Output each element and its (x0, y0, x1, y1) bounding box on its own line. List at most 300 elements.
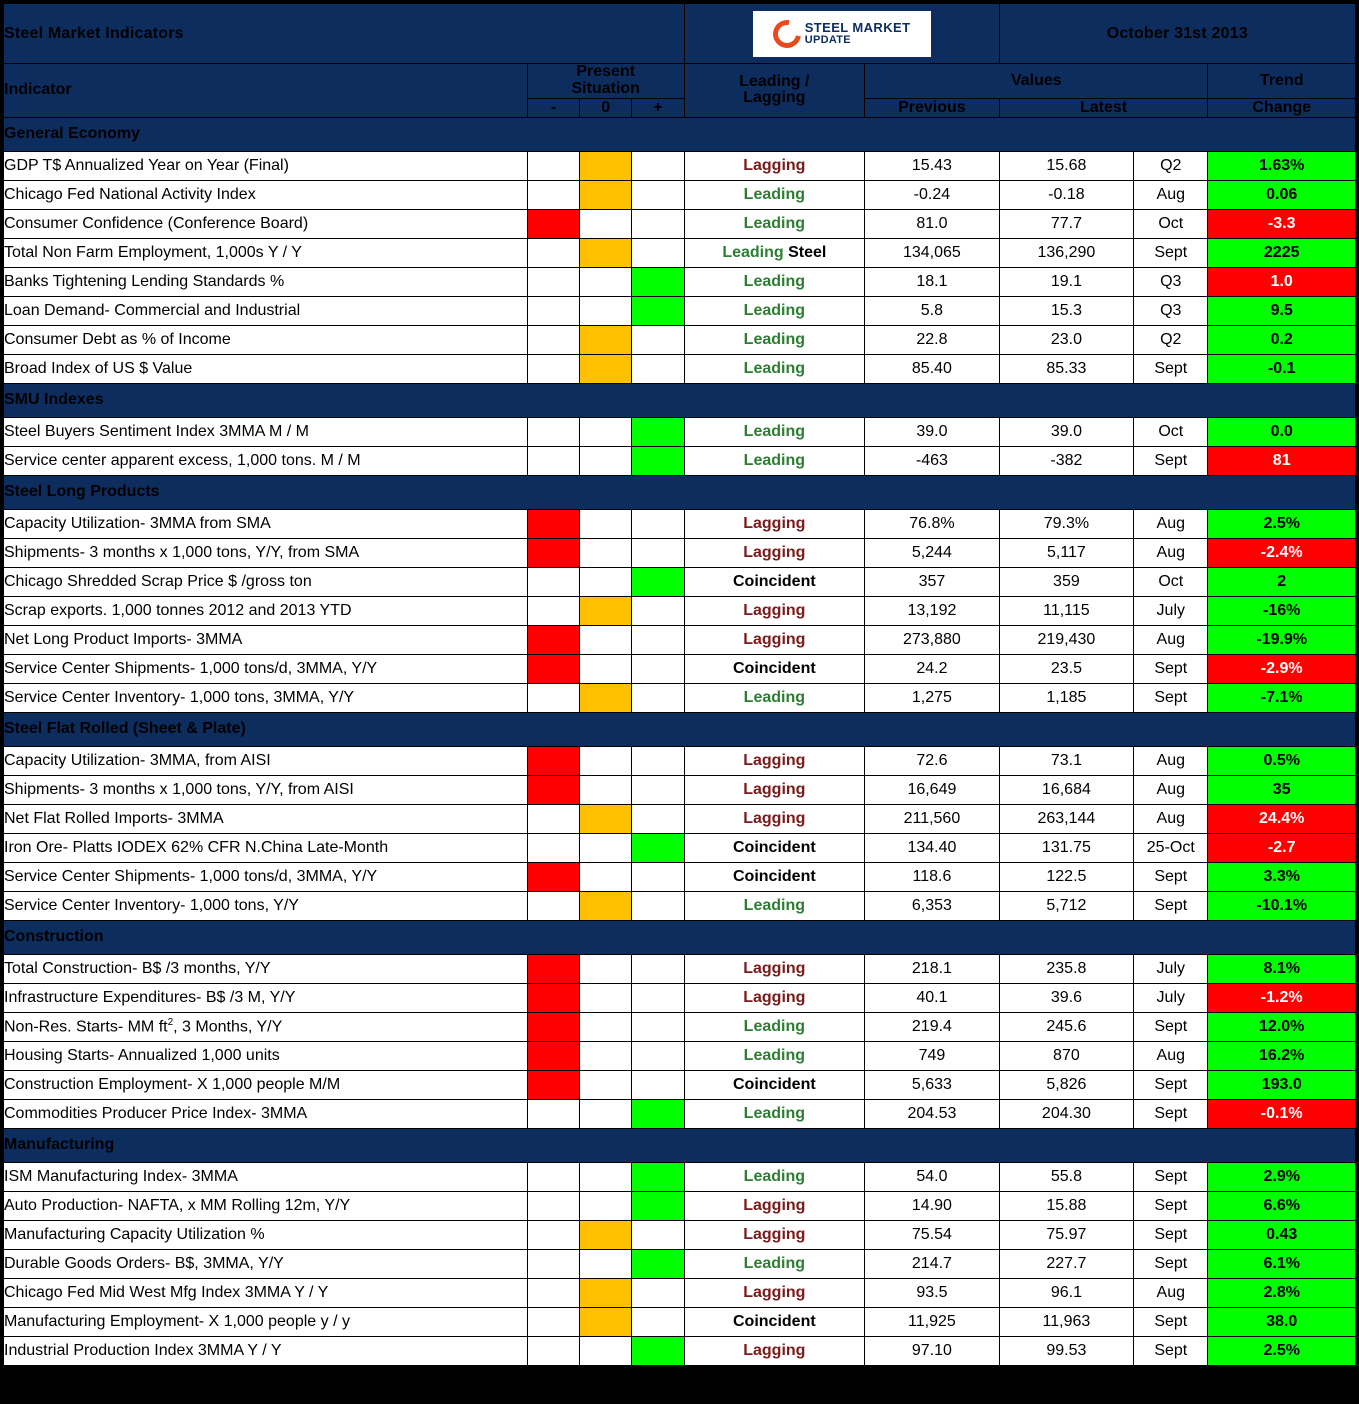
situation-cell-amber (580, 954, 632, 983)
leading-lagging-cell: Lagging (684, 1336, 865, 1365)
period-label: Aug (1134, 538, 1208, 567)
indicator-name: GDP T$ Annualized Year on Year (Final) (4, 151, 528, 180)
period-label: Oct (1134, 417, 1208, 446)
previous-value: 75.54 (865, 1220, 999, 1249)
previous-value: 218.1 (865, 954, 999, 983)
previous-value: 76.8% (865, 509, 999, 538)
indicator-name: Steel Buyers Sentiment Index 3MMA M / M (4, 417, 528, 446)
report-date: October 31st 2013 (999, 4, 1355, 64)
situation-cell-green (632, 1070, 684, 1099)
leading-lagging-cell: Leading (684, 1099, 865, 1128)
situation-cell-green (632, 267, 684, 296)
present-situation-line1: Present (576, 63, 636, 80)
col-header-zero: 0 (580, 98, 632, 117)
situation-cell-green (632, 325, 684, 354)
latest-value: 227.7 (999, 1249, 1133, 1278)
change-value: -7.1% (1208, 683, 1356, 712)
leading-lagging-cell: Leading (684, 267, 865, 296)
situation-cell-red (527, 654, 579, 683)
period-label: Sept (1134, 891, 1208, 920)
situation-cell-green (632, 296, 684, 325)
change-value: 193.0 (1208, 1070, 1356, 1099)
latest-value: 85.33 (999, 354, 1133, 383)
leading-lagging-cell: Lagging (684, 804, 865, 833)
change-value: -2.4% (1208, 538, 1356, 567)
situation-cell-red (527, 746, 579, 775)
latest-value: 131.75 (999, 833, 1133, 862)
situation-cell-red (527, 1070, 579, 1099)
latest-value: -0.18 (999, 180, 1133, 209)
situation-cell-amber (580, 1336, 632, 1365)
leading-lagging-cell: Leading Steel (684, 238, 865, 267)
table-row (4, 625, 1356, 654)
situation-cell-amber (580, 596, 632, 625)
situation-cell-green (632, 567, 684, 596)
situation-cell-red (527, 625, 579, 654)
indicators-table (3, 3, 1356, 1366)
period-label: Aug (1134, 804, 1208, 833)
situation-cell-green (632, 983, 684, 1012)
indicator-name: Manufacturing Employment- X 1,000 people y / y (4, 1307, 528, 1336)
table-row (4, 654, 1356, 683)
situation-cell-red (527, 1220, 579, 1249)
latest-value: 15.68 (999, 151, 1133, 180)
table-row (4, 683, 1356, 712)
leading-lagging-cell: Leading (684, 1162, 865, 1191)
leading-lagging-cell: Coincident (684, 833, 865, 862)
indicator-name: Commodities Producer Price Index- 3MMA (4, 1099, 528, 1128)
situation-cell-green (632, 151, 684, 180)
indicator-name: Shipments- 3 months x 1,000 tons, Y/Y, from SMA (4, 538, 528, 567)
title-row (4, 4, 1356, 64)
leading-lagging-line2: Lagging (743, 89, 806, 107)
change-value: 35 (1208, 775, 1356, 804)
latest-value: 219,430 (999, 625, 1133, 654)
latest-value: 136,290 (999, 238, 1133, 267)
section-title: Manufacturing (4, 1128, 1356, 1162)
leading-lagging-cell: Lagging (684, 1191, 865, 1220)
situation-cell-amber (580, 1012, 632, 1041)
leading-lagging-cell: Leading (684, 325, 865, 354)
situation-cell-red (527, 509, 579, 538)
indicator-name: Iron Ore- Platts IODEX 62% CFR N.China Late-Month (4, 833, 528, 862)
header-row-primary (4, 64, 1356, 99)
table-row (4, 1336, 1356, 1365)
situation-cell-amber (580, 417, 632, 446)
col-header-values: Values (865, 64, 1208, 99)
period-label: July (1134, 596, 1208, 625)
period-label: Sept (1134, 354, 1208, 383)
indicator-name: Service Center Inventory- 1,000 tons, 3MMA, Y/Y (4, 683, 528, 712)
table-row (4, 833, 1356, 862)
previous-value: 14.90 (865, 1191, 999, 1220)
period-label: Oct (1134, 209, 1208, 238)
situation-cell-red (527, 1278, 579, 1307)
change-value: 6.1% (1208, 1249, 1356, 1278)
change-value: -1.2% (1208, 983, 1356, 1012)
table-row (4, 1249, 1356, 1278)
period-label: Sept (1134, 1162, 1208, 1191)
col-header-latest: Latest (999, 98, 1208, 117)
table-row (4, 983, 1356, 1012)
section-header-row (4, 1128, 1356, 1162)
situation-cell-red (527, 1162, 579, 1191)
period-label: Aug (1134, 1278, 1208, 1307)
previous-value: 18.1 (865, 267, 999, 296)
indicator-name: Chicago Shredded Scrap Price $ /gross ton (4, 567, 528, 596)
situation-cell-red (527, 1191, 579, 1220)
situation-cell-amber (580, 296, 632, 325)
leading-lagging-cell: Coincident (684, 862, 865, 891)
situation-cell-green (632, 1191, 684, 1220)
leading-lagging-suffix: Steel (783, 243, 827, 261)
leading-lagging-cell: Leading (684, 354, 865, 383)
leading-lagging-cell: Lagging (684, 625, 865, 654)
section-header-row (4, 475, 1356, 509)
table-row (4, 804, 1356, 833)
latest-value: 23.0 (999, 325, 1133, 354)
situation-cell-amber (580, 1307, 632, 1336)
col-header-change: Change (1208, 98, 1356, 117)
table-row (4, 1278, 1356, 1307)
table-row (4, 354, 1356, 383)
situation-cell-amber (580, 683, 632, 712)
leading-lagging-cell: Lagging (684, 1278, 865, 1307)
period-label: July (1134, 954, 1208, 983)
latest-value: 11,115 (999, 596, 1133, 625)
situation-cell-green (632, 180, 684, 209)
change-value: 1.0 (1208, 267, 1356, 296)
brand-logo (684, 4, 999, 64)
change-value: 2.9% (1208, 1162, 1356, 1191)
table-row (4, 1070, 1356, 1099)
leading-lagging-cell: Lagging (684, 596, 865, 625)
situation-cell-green (632, 833, 684, 862)
leading-lagging-cell: Leading (684, 1249, 865, 1278)
situation-cell-red (527, 596, 579, 625)
change-value: -0.1% (1208, 1099, 1356, 1128)
situation-cell-red (527, 983, 579, 1012)
section-header-row (4, 712, 1356, 746)
previous-value: 15.43 (865, 151, 999, 180)
table-row (4, 954, 1356, 983)
change-value: 38.0 (1208, 1307, 1356, 1336)
period-label: Aug (1134, 625, 1208, 654)
table-row (4, 325, 1356, 354)
period-label: Aug (1134, 509, 1208, 538)
situation-cell-amber (580, 1070, 632, 1099)
previous-value: 134.40 (865, 833, 999, 862)
col-header-leading-lagging (684, 64, 865, 118)
previous-value: 24.2 (865, 654, 999, 683)
change-value: 24.4% (1208, 804, 1356, 833)
change-value: -16% (1208, 596, 1356, 625)
section-header-row (4, 117, 1356, 151)
previous-value: 22.8 (865, 325, 999, 354)
table-row (4, 267, 1356, 296)
situation-cell-green (632, 891, 684, 920)
previous-value: 11,925 (865, 1307, 999, 1336)
table-row (4, 1012, 1356, 1041)
table-row (4, 746, 1356, 775)
previous-value: 6,353 (865, 891, 999, 920)
change-value: 2 (1208, 567, 1356, 596)
situation-cell-green (632, 417, 684, 446)
situation-cell-green (632, 804, 684, 833)
indicator-name: Auto Production- NAFTA, x MM Rolling 12m, Y/Y (4, 1191, 528, 1220)
latest-value: 235.8 (999, 954, 1133, 983)
latest-value: 77.7 (999, 209, 1133, 238)
section-header-row (4, 920, 1356, 954)
situation-cell-green (632, 1041, 684, 1070)
situation-cell-green (632, 1249, 684, 1278)
change-value: 9.5 (1208, 296, 1356, 325)
table-row (4, 1220, 1356, 1249)
leading-lagging-cell: Leading (684, 209, 865, 238)
previous-value: 5,244 (865, 538, 999, 567)
situation-cell-red (527, 538, 579, 567)
section-title: Steel Long Products (4, 475, 1356, 509)
table-row (4, 151, 1356, 180)
latest-value: 79.3% (999, 509, 1133, 538)
situation-cell-green (632, 746, 684, 775)
section-title: Steel Flat Rolled (Sheet & Plate) (4, 712, 1356, 746)
situation-cell-green (632, 1012, 684, 1041)
period-label: Q3 (1134, 267, 1208, 296)
previous-value: 749 (865, 1041, 999, 1070)
latest-value: -382 (999, 446, 1133, 475)
situation-cell-amber (580, 1220, 632, 1249)
situation-cell-amber (580, 891, 632, 920)
situation-cell-green (632, 1307, 684, 1336)
leading-lagging-cell: Coincident (684, 654, 865, 683)
logo-line2: UPDATE (804, 33, 851, 46)
leading-lagging-cell: Leading (684, 1012, 865, 1041)
situation-cell-red (527, 1041, 579, 1070)
leading-lagging-line1: Leading / (739, 72, 810, 90)
change-value: -19.9% (1208, 625, 1356, 654)
situation-cell-green (632, 1099, 684, 1128)
situation-cell-amber (580, 1162, 632, 1191)
table-row (4, 180, 1356, 209)
situation-cell-amber (580, 625, 632, 654)
period-label: Sept (1134, 683, 1208, 712)
situation-cell-red (527, 417, 579, 446)
situation-cell-red (527, 446, 579, 475)
table-row (4, 509, 1356, 538)
latest-value: 16,684 (999, 775, 1133, 804)
previous-value: 204.53 (865, 1099, 999, 1128)
situation-cell-red (527, 296, 579, 325)
change-value: -10.1% (1208, 891, 1356, 920)
period-label: Q2 (1134, 151, 1208, 180)
change-value: -0.1 (1208, 354, 1356, 383)
latest-value: 263,144 (999, 804, 1133, 833)
situation-cell-green (632, 1336, 684, 1365)
indicator-name: Net Long Product Imports- 3MMA (4, 625, 528, 654)
indicator-name: Total Non Farm Employment, 1,000s Y / Y (4, 238, 528, 267)
situation-cell-red (527, 180, 579, 209)
change-value: 2.5% (1208, 509, 1356, 538)
situation-cell-red (527, 954, 579, 983)
situation-cell-red (527, 567, 579, 596)
period-label: Sept (1134, 1070, 1208, 1099)
previous-value: 13,192 (865, 596, 999, 625)
situation-cell-amber (580, 775, 632, 804)
period-label: Oct (1134, 567, 1208, 596)
logo-line1: STEEL MARKET (804, 19, 911, 35)
previous-value: 134,065 (865, 238, 999, 267)
table-row (4, 567, 1356, 596)
indicator-name: Consumer Confidence (Conference Board) (4, 209, 528, 238)
previous-value: 357 (865, 567, 999, 596)
previous-value: 5,633 (865, 1070, 999, 1099)
situation-cell-red (527, 267, 579, 296)
situation-cell-amber (580, 1249, 632, 1278)
situation-cell-green (632, 1278, 684, 1307)
period-label: Aug (1134, 1041, 1208, 1070)
previous-value: 97.10 (865, 1336, 999, 1365)
period-label: Sept (1134, 238, 1208, 267)
leading-lagging-cell: Lagging (684, 746, 865, 775)
situation-cell-red (527, 833, 579, 862)
leading-lagging-cell: Coincident (684, 567, 865, 596)
change-value: 3.3% (1208, 862, 1356, 891)
indicator-name: Service Center Inventory- 1,000 tons, Y/Y (4, 891, 528, 920)
period-label: Aug (1134, 746, 1208, 775)
situation-cell-green (632, 238, 684, 267)
latest-value: 96.1 (999, 1278, 1133, 1307)
situation-cell-red (527, 151, 579, 180)
situation-cell-red (527, 891, 579, 920)
leading-lagging-cell: Lagging (684, 538, 865, 567)
col-header-plus: + (632, 98, 684, 117)
indicator-name: Capacity Utilization- 3MMA from SMA (4, 509, 528, 538)
col-header-trend: Trend (1208, 64, 1356, 99)
period-label: July (1134, 983, 1208, 1012)
leading-lagging-cell: Lagging (684, 1220, 865, 1249)
indicator-name: Capacity Utilization- 3MMA, from AISI (4, 746, 528, 775)
previous-value: 214.7 (865, 1249, 999, 1278)
latest-value: 5,826 (999, 1070, 1133, 1099)
period-label: 25-Oct (1134, 833, 1208, 862)
situation-cell-amber (580, 1278, 632, 1307)
table-row (4, 1041, 1356, 1070)
table-row (4, 209, 1356, 238)
previous-value: 85.40 (865, 354, 999, 383)
section-title: Construction (4, 920, 1356, 954)
col-header-present-situation (527, 64, 684, 99)
leading-lagging-cell: Lagging (684, 151, 865, 180)
previous-value: 118.6 (865, 862, 999, 891)
previous-value: 81.0 (865, 209, 999, 238)
leading-lagging-cell: Lagging (684, 775, 865, 804)
indicator-name: Scrap exports. 1,000 tonnes 2012 and 2013 YTD (4, 596, 528, 625)
situation-cell-red (527, 804, 579, 833)
period-label: Sept (1134, 862, 1208, 891)
previous-value: 40.1 (865, 983, 999, 1012)
situation-cell-red (527, 354, 579, 383)
situation-cell-red (527, 209, 579, 238)
leading-lagging-cell: Lagging (684, 983, 865, 1012)
latest-value: 204.30 (999, 1099, 1133, 1128)
situation-cell-red (527, 1249, 579, 1278)
situation-cell-amber (580, 238, 632, 267)
leading-lagging-cell: Leading (684, 180, 865, 209)
indicator-name: Chicago Fed National Activity Index (4, 180, 528, 209)
situation-cell-green (632, 354, 684, 383)
table-row (4, 417, 1356, 446)
situation-cell-green (632, 775, 684, 804)
table-row (4, 296, 1356, 325)
col-header-previous: Previous (865, 98, 999, 117)
situation-cell-amber (580, 746, 632, 775)
latest-value: 122.5 (999, 862, 1133, 891)
table-row (4, 862, 1356, 891)
period-label: Sept (1134, 1099, 1208, 1128)
leading-lagging-cell: Lagging (684, 509, 865, 538)
table-row (4, 446, 1356, 475)
situation-cell-red (527, 1307, 579, 1336)
latest-value: 75.97 (999, 1220, 1133, 1249)
indicator-name: Broad Index of US $ Value (4, 354, 528, 383)
indicator-name: Non-Res. Starts- MM $ft^2$, 3 Months, Y/Y (4, 1012, 528, 1041)
indicator-name: Loan Demand- Commercial and Industrial (4, 296, 528, 325)
indicator-name: Banks Tightening Lending Standards % (4, 267, 528, 296)
table-row (4, 1099, 1356, 1128)
situation-cell-amber (580, 1041, 632, 1070)
leading-lagging-cell: Coincident (684, 1070, 865, 1099)
table-row (4, 1162, 1356, 1191)
situation-cell-amber (580, 1099, 632, 1128)
change-value: 0.0 (1208, 417, 1356, 446)
period-label: Aug (1134, 775, 1208, 804)
table-row (4, 238, 1356, 267)
situation-cell-green (632, 654, 684, 683)
previous-value: 54.0 (865, 1162, 999, 1191)
table-row (4, 775, 1356, 804)
situation-cell-amber (580, 267, 632, 296)
situation-cell-amber (580, 509, 632, 538)
change-value: 6.6% (1208, 1191, 1356, 1220)
leading-lagging-cell: Leading (684, 446, 865, 475)
situation-cell-amber (580, 180, 632, 209)
latest-value: 5,712 (999, 891, 1133, 920)
situation-cell-green (632, 538, 684, 567)
previous-value: 39.0 (865, 417, 999, 446)
period-label: Sept (1134, 654, 1208, 683)
change-value: 16.2% (1208, 1041, 1356, 1070)
situation-cell-amber (580, 862, 632, 891)
latest-value: 245.6 (999, 1012, 1133, 1041)
situation-cell-red (527, 775, 579, 804)
previous-value: 72.6 (865, 746, 999, 775)
previous-value: 1,275 (865, 683, 999, 712)
period-label: Sept (1134, 1307, 1208, 1336)
change-value: 0.43 (1208, 1220, 1356, 1249)
section-header-row (4, 383, 1356, 417)
change-value: 2.5% (1208, 1336, 1356, 1365)
situation-cell-green (632, 596, 684, 625)
latest-value: 23.5 (999, 654, 1133, 683)
change-value: 1.63% (1208, 151, 1356, 180)
period-label: Sept (1134, 1220, 1208, 1249)
latest-value: 15.3 (999, 296, 1133, 325)
latest-value: 39.6 (999, 983, 1133, 1012)
situation-cell-amber (580, 833, 632, 862)
table-row (4, 891, 1356, 920)
logo-ring-icon (767, 14, 806, 53)
